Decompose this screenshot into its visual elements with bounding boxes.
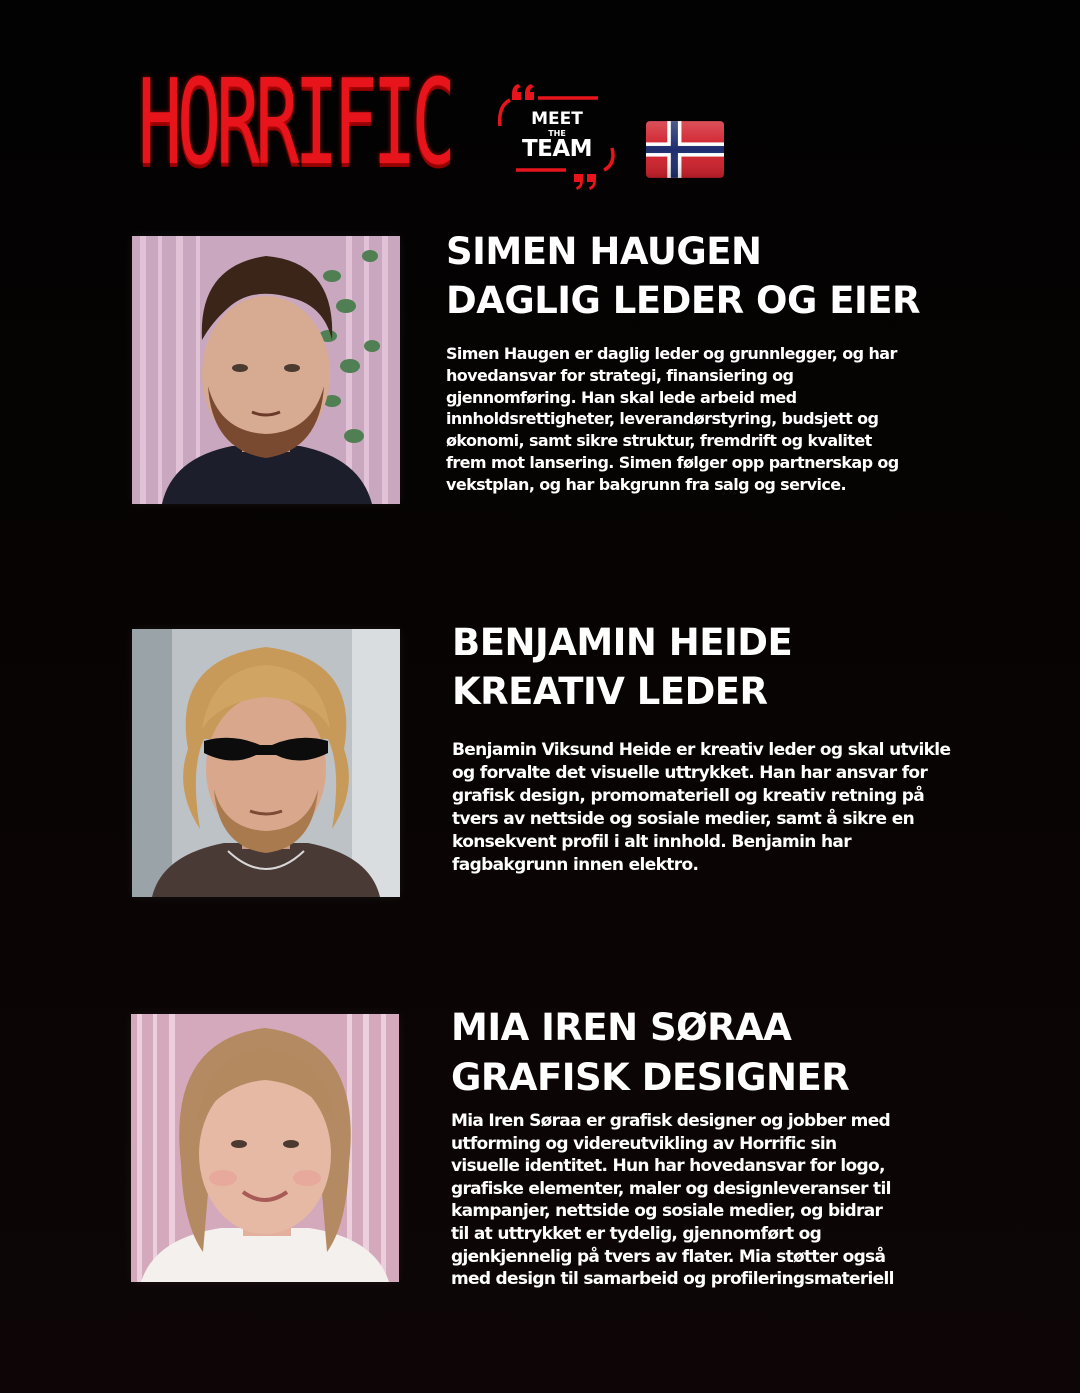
member-name: SIMEN HAUGEN [446,230,762,273]
member-bio: Benjamin Viksund Heide er kreativ leder og skal utvikle og forvalte det visuelle uttrykket. Han har ansvar for grafisk design, promomateriell og kreativ retning på tvers av nettside og sosiale medier, samt å sikre en konsekvent profil i alt innhold. Benjamin har fagbakgrunn innen elektro. [452,740,951,875]
member-bio: Simen Haugen er daglig leder og grunnlegger, og har hovedansvar for strategi, finansiering og gjennomføring. Han skal lede arbeid med innholdsrettigheter, leverandørstyring, budsjett og økonomi, samt sikre struktur, fremdrift og kvalitet frem mot lansering. Simen følger opp partnerskap og vekstplan, og har bakgrunn fra salg og service. [446,344,899,494]
member-name: BENJAMIN HEIDE [452,621,793,664]
team-member-mia [0,1006,1080,1304]
page-header [0,0,1080,210]
meet-the-team-badge [492,76,622,194]
badge-meet-text: MEET [531,109,583,129]
team-member-benjamin [0,621,1080,909]
badge-team-text: TEAM [521,136,593,162]
member-role: KREATIV LEDER [452,670,768,713]
member-role: GRAFISK DESIGNER [451,1056,850,1099]
badge-the-text: THE [548,129,566,138]
norway-flag-icon [646,121,724,178]
member-role: DAGLIG LEDER OG EIER [446,279,921,322]
avatar [132,629,400,897]
member-bio: Mia Iren Søraa er grafisk designer og jobber med utforming og videreutvikling av Horrific sin visuelle identitet. Hun har hovedansvar for logo, grafiske elementer, maler og designleveranser til kampanjer, nettside og sosiale medier, og bidrar til at uttrykket er tydelig, gjennomført og gjenkjennelig på tvers av flater. Mia støtter også med design til samarbeid og profileringsmateriell [451,1111,894,1290]
avatar [132,236,400,504]
team-member-simen [0,230,1080,516]
avatar [131,1014,399,1282]
member-name: MIA IREN SØRAA [451,1006,792,1049]
brand-logo: HORRIFIC [138,53,451,191]
